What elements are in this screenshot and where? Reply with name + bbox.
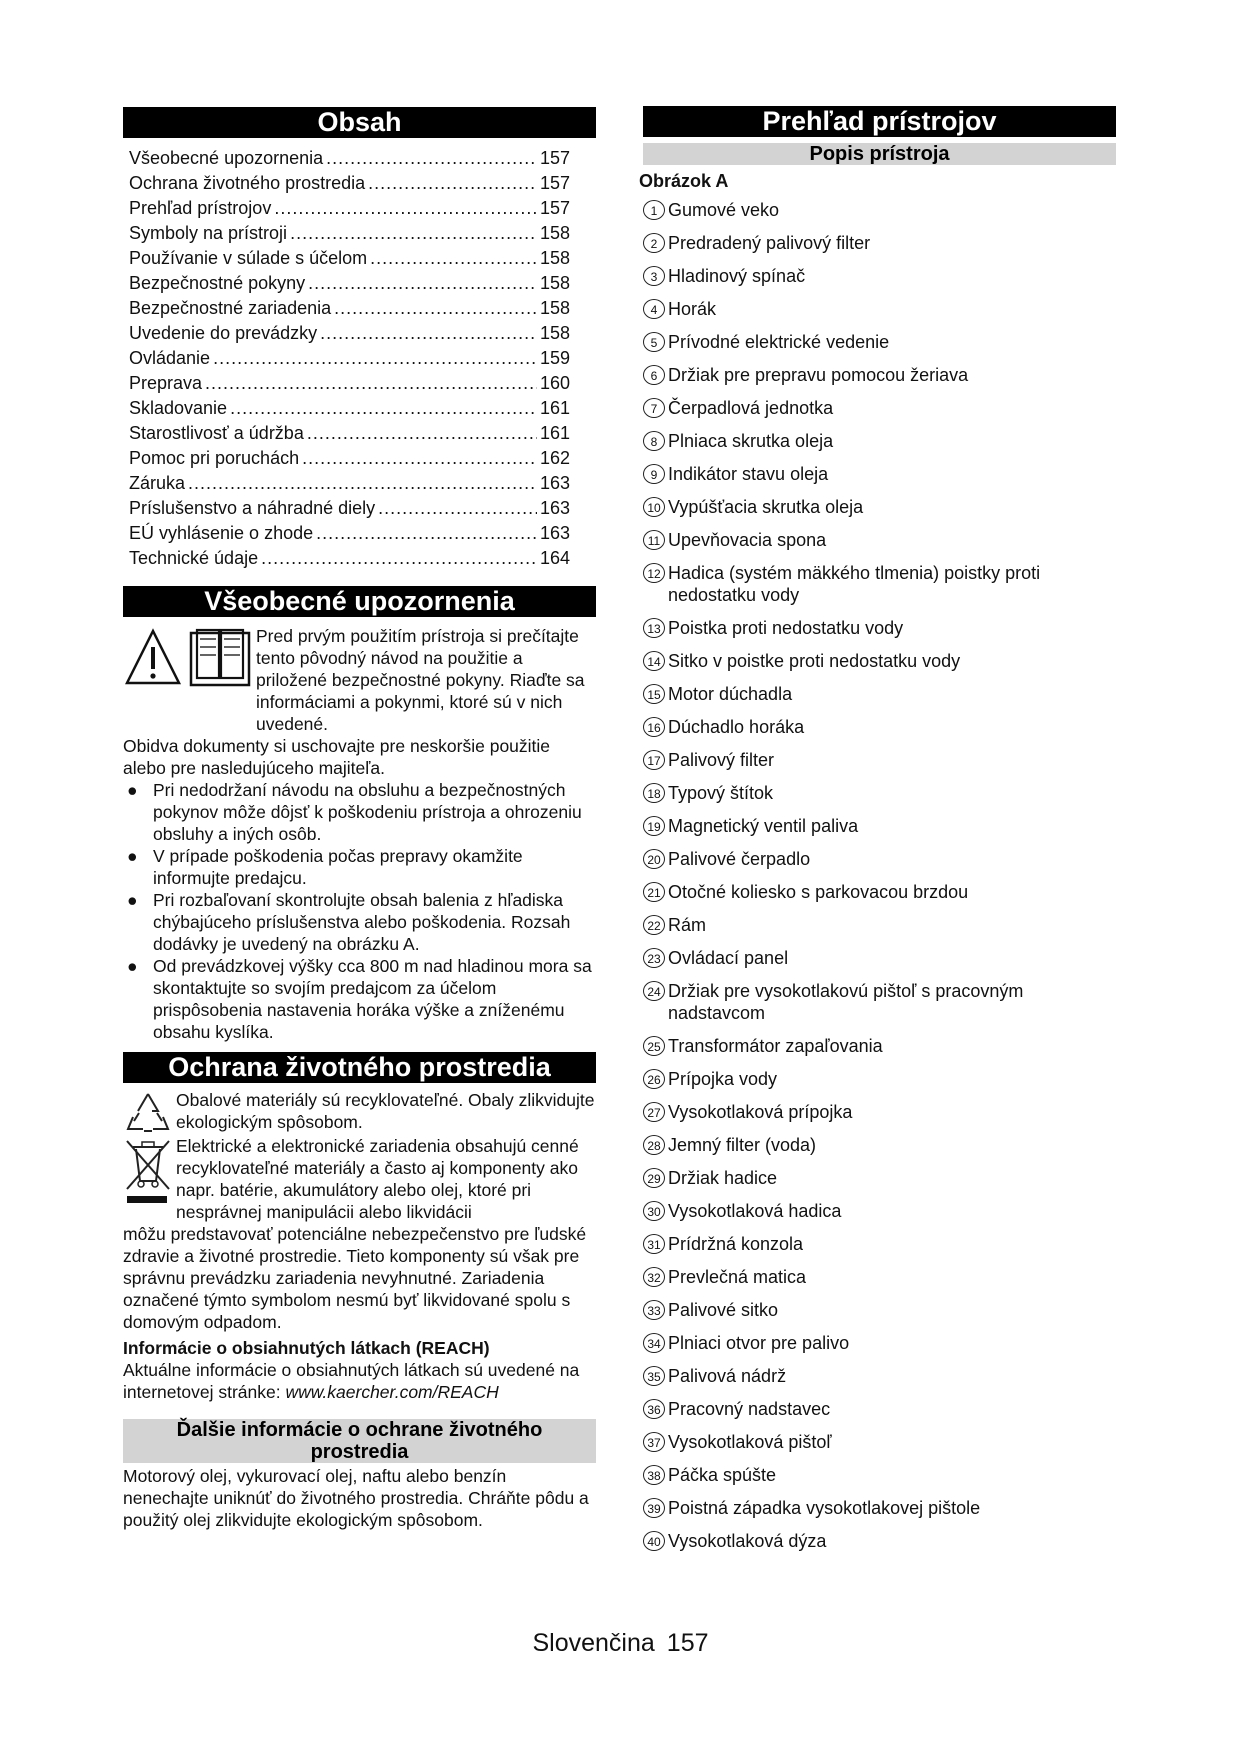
toc-entry-page: 161: [539, 398, 570, 418]
reach-text-body: Aktuálne informácie o obsiahnutých látkach sú uvedené na internetovej stránke:: [123, 1360, 580, 1402]
part-item: [643, 1497, 1116, 1519]
part-label: Držiak pre prepravu pomocou žeriava: [668, 365, 969, 385]
toc-entry-page: 158: [539, 298, 570, 318]
part-item: [643, 265, 1116, 287]
toc-entry[interactable]: [123, 346, 596, 371]
part-label: Páčka spúšte: [668, 1465, 777, 1485]
part-number-badge: 39: [643, 1498, 665, 1518]
toc-leader-dots: [307, 421, 537, 446]
part-label: Ovládací panel: [668, 948, 789, 968]
part-item: [643, 1530, 1116, 1552]
reach-link[interactable]: www.kaercher.com/REACH: [285, 1382, 499, 1402]
part-number-badge: 13: [643, 618, 665, 638]
environment-title: Ochrana životného prostredia: [123, 1052, 596, 1083]
part-number-badge: 40: [643, 1531, 665, 1551]
part-number-badge: 27: [643, 1102, 665, 1122]
reach-text: [123, 1359, 596, 1403]
part-label: Prevlečná matica: [668, 1267, 807, 1287]
parts-list: [643, 199, 1116, 1552]
toc-leader-dots: [334, 296, 537, 321]
weee-text-first: Elektrické a elektronické zariadenia obsahujú cenné recyklovateľné materiály a často aj komponenty ako napr. batérie, akumulátory alebo olej, ktoré pri nesprávnej manipulácii alebo likvidácii: [176, 1136, 579, 1222]
part-label: Otočné koliesko s parkovacou brzdou: [668, 882, 969, 902]
part-item: [643, 1134, 1116, 1156]
toc-leader-dots: [302, 446, 537, 471]
part-item: [643, 749, 1116, 771]
table-of-contents: [123, 146, 596, 571]
toc-entry-label: Záruka: [129, 473, 186, 493]
toc-entry[interactable]: [123, 146, 596, 171]
toc-entry-page: 164: [539, 548, 570, 568]
toc-entry[interactable]: [123, 546, 596, 571]
general-bullet-list: [123, 779, 596, 1043]
more-environment-text: Motorový olej, vykurovací olej, naftu alebo benzín nenechajte uniknúť do životného prostredia. Chráňte pôdu a použitý olej zlikvidujte ekologickým spôsobom.: [123, 1466, 589, 1530]
general-intro-text: Pred prvým použitím prístroja si prečítajte tento pôvodný návod na použitie a priložené bezpečnostné pokyny. Riaďte sa informáciami a pokynmi, ktoré sú v nich uvedené.: [256, 626, 585, 734]
part-label: Palivový filter: [668, 750, 775, 770]
toc-entry-label: EÚ vyhlásenie o zhode: [129, 523, 314, 543]
part-number-badge: 3: [643, 266, 665, 286]
part-label: Palivové sitko: [668, 1300, 779, 1320]
part-number-badge: 24: [643, 981, 665, 1001]
toc-entry-page: 157: [539, 198, 570, 218]
part-number-badge: 36: [643, 1399, 665, 1419]
part-number-badge: 9: [643, 464, 665, 484]
general-bullet-text: Pri rozbaľovaní skontrolujte obsah balenia z hľadiska chýbajúceho príslušenstva alebo poškodenia. Rozsah dodávky je uvedený na obrázku A.: [153, 890, 571, 954]
part-item: [643, 1299, 1116, 1321]
part-item: [643, 1035, 1116, 1057]
part-number-badge: 37: [643, 1432, 665, 1452]
part-number-badge: 30: [643, 1201, 665, 1221]
part-label: Dúchadlo horáka: [668, 717, 805, 737]
part-label: Poistná západka vysokotlakovej pištole: [668, 1498, 981, 1518]
general-bullet-text: Pri nedodržaní návodu na obsluhu a bezpečnostných pokynov môže dôjsť k poškodeniu prístroja a ohrozeniu obsluhy a iných osôb.: [153, 780, 582, 844]
toc-leader-dots: [320, 321, 537, 346]
part-label: Jemný filter (voda): [668, 1135, 817, 1155]
part-number-badge: 2: [643, 233, 665, 253]
part-item: [643, 199, 1116, 221]
toc-entry-label: Ovládanie: [129, 348, 211, 368]
part-number-badge: 6: [643, 365, 665, 385]
part-number-badge: 19: [643, 816, 665, 836]
part-label: Plniaci otvor pre palivo: [668, 1333, 850, 1353]
toc-entry[interactable]: [123, 496, 596, 521]
part-number-badge: 20: [643, 849, 665, 869]
bullet-dot-icon: ●: [127, 780, 138, 800]
part-number-badge: 7: [643, 398, 665, 418]
part-label: Horák: [668, 299, 717, 319]
toc-entry[interactable]: [123, 296, 596, 321]
part-item: [643, 463, 1116, 485]
part-item: [643, 914, 1116, 936]
part-item: [643, 1200, 1116, 1222]
part-item: [643, 617, 1116, 639]
toc-entry-label: Symboly na prístroji: [129, 223, 288, 243]
part-item: [643, 1101, 1116, 1123]
part-item: [643, 1266, 1116, 1288]
part-item: [643, 848, 1116, 870]
part-label: Prívodné elektrické vedenie: [668, 332, 890, 352]
general-notes-section: [123, 625, 596, 1043]
toc-entry-page: 161: [539, 423, 570, 443]
part-item: [643, 1167, 1116, 1189]
part-number-badge: 29: [643, 1168, 665, 1188]
part-number-badge: 32: [643, 1267, 665, 1287]
part-number-badge: 26: [643, 1069, 665, 1089]
toc-entry-label: Pomoc pri poruchách: [129, 448, 300, 468]
toc-entry-page: 158: [539, 248, 570, 268]
part-number-badge: 34: [643, 1333, 665, 1353]
toc-entry-label: Prehľad prístrojov: [129, 198, 272, 218]
part-label: Vysokotlaková prípojka: [668, 1102, 853, 1122]
toc-entry[interactable]: [123, 321, 596, 346]
part-item: [643, 1068, 1116, 1090]
general-bullet-text: V prípade poškodenia počas prepravy okamžite informujte predajcu.: [153, 846, 523, 888]
toc-entry-page: 159: [539, 348, 570, 368]
toc-entry-label: Skladovanie: [129, 398, 228, 418]
bullet-dot-icon: ●: [127, 890, 138, 910]
toc-leader-dots: [230, 396, 537, 421]
toc-entry-page: 157: [539, 148, 570, 168]
toc-entry[interactable]: [123, 396, 596, 421]
part-label: Prídržná konzola: [668, 1234, 804, 1254]
part-number-badge: 28: [643, 1135, 665, 1155]
reach-title: Informácie o obsiahnutých látkach (REACH): [123, 1338, 490, 1358]
toc-entry-label: Všeobecné upozornenia: [129, 148, 324, 168]
part-label: Palivové čerpadlo: [668, 849, 811, 869]
recycling-icon: [125, 1091, 171, 1135]
part-item: [643, 1431, 1116, 1453]
part-label: Transformátor zapaľovania: [668, 1036, 883, 1056]
toc-entry-page: 158: [539, 223, 570, 243]
toc-leader-dots: [316, 521, 537, 546]
part-item: [643, 496, 1116, 518]
part-label: Palivová nádrž: [668, 1366, 787, 1386]
part-number-badge: 15: [643, 684, 665, 704]
part-label: Vysokotlaková hadica: [668, 1201, 842, 1221]
part-label: Prípojka vody: [668, 1069, 778, 1089]
toc-entry-label: Používanie v súlade s účelom: [129, 248, 368, 268]
general-bullet-item: [123, 889, 596, 955]
part-number-badge: 21: [643, 882, 665, 902]
weee-text-rest: môžu predstavovať potenciálne nebezpečenstvo pre ľudské zdravie a životné prostredie. Tieto komponenty sú však pre správnu prevádzku zariadenia nevyhnutné. Zariadenia označené týmto symbolom nesmú byť likvidované spolu s domovým odpadom.: [123, 1224, 587, 1332]
general-bullet-text: Od prevádzkovej výšky cca 800 m nad hladinou mora sa skontaktujte so svojím predajcom za účelom prispôsobenia nastavenia horáka výške a zníženému obsahu kyslíka.: [153, 956, 592, 1042]
part-number-badge: 8: [643, 431, 665, 451]
part-label: Vypúšťacia skrutka oleja: [668, 497, 864, 517]
toc-leader-dots: [205, 371, 537, 396]
part-number-badge: 25: [643, 1036, 665, 1056]
left-column: [123, 107, 596, 1531]
part-number-badge: 1: [643, 200, 665, 220]
part-label: Typový štítok: [668, 783, 774, 803]
part-number-badge: 11: [643, 530, 665, 550]
part-item: [643, 397, 1116, 419]
part-label: Držiak pre vysokotlakovú pištoľ s pracovným nadstavcom: [668, 981, 1024, 1023]
part-number-badge: 4: [643, 299, 665, 319]
toc-leader-dots: [370, 246, 537, 271]
part-item: [643, 947, 1116, 969]
part-number-badge: 31: [643, 1234, 665, 1254]
part-label: Čerpadlová jednotka: [668, 398, 834, 418]
part-item: [643, 650, 1116, 672]
recycling-text: Obalové materiály sú recyklovateľné. Obaly zlikvidujte ekologickým spôsobom.: [176, 1090, 595, 1132]
toc-entry-label: Príslušenstvo a náhradné diely: [129, 498, 376, 518]
toc-leader-dots: [274, 196, 537, 221]
general-notes-title: Všeobecné upozornenia: [123, 586, 596, 617]
part-number-badge: 5: [643, 332, 665, 352]
toc-entry[interactable]: [123, 421, 596, 446]
toc-entry[interactable]: [123, 271, 596, 296]
part-number-badge: 16: [643, 717, 665, 737]
toc-entry-page: 163: [539, 523, 570, 543]
part-item: [643, 1233, 1116, 1255]
overview-title: Prehľad prístrojov: [643, 106, 1116, 137]
toc-entry-page: 162: [539, 448, 570, 468]
toc-entry-page: 157: [539, 173, 570, 193]
toc-leader-dots: [261, 546, 537, 571]
part-item: [643, 562, 1116, 606]
toc-entry-label: Ochrana životného prostredia: [129, 173, 366, 193]
part-label: Hladinový spínač: [668, 266, 806, 286]
part-item: [643, 232, 1116, 254]
part-item: [643, 782, 1116, 804]
toc-entry[interactable]: [123, 221, 596, 246]
part-label: Predradený palivový filter: [668, 233, 871, 253]
part-label: Plniaca skrutka oleja: [668, 431, 834, 451]
toc-entry-label: Preprava: [129, 373, 203, 393]
more-environment-title: Ďalšie informácie o ochrane životného prostredia: [123, 1419, 596, 1463]
toc-entry-page: 163: [539, 498, 570, 518]
toc-entry-page: 158: [539, 273, 570, 293]
part-label: Motor dúchadla: [668, 684, 793, 704]
toc-leader-dots: [308, 271, 537, 296]
toc-entry-label: Bezpečnostné pokyny: [129, 273, 306, 293]
part-label: Indikátor stavu oleja: [668, 464, 829, 484]
toc-entry-label: Uvedenie do prevádzky: [129, 323, 318, 343]
part-label: Vysokotlaková dýza: [668, 1531, 827, 1551]
part-item: [643, 683, 1116, 705]
part-label: Sitko v poistke proti nedostatku vody: [668, 651, 961, 671]
part-item: [643, 1398, 1116, 1420]
toc-entry[interactable]: [123, 471, 596, 496]
toc-leader-dots: [290, 221, 537, 246]
bullet-dot-icon: ●: [127, 956, 138, 976]
part-item: [643, 1464, 1116, 1486]
part-label: Upevňovacia spona: [668, 530, 827, 550]
part-item: [643, 529, 1116, 551]
part-number-badge: 33: [643, 1300, 665, 1320]
general-bullet-item: [123, 845, 596, 889]
figure-label: Obrázok A: [639, 171, 729, 191]
toc-entry[interactable]: [123, 171, 596, 196]
footer-page-number: 157: [666, 1629, 709, 1657]
environment-section: [123, 1089, 596, 1531]
right-column: [639, 106, 1116, 1563]
toc-entry-label: Starostlivosť a údržba: [129, 423, 304, 443]
part-item: [643, 364, 1116, 386]
part-label: Vysokotlaková pištoľ: [668, 1432, 832, 1452]
toc-leader-dots: [378, 496, 537, 521]
weee-bin-icon: [123, 1137, 173, 1205]
toc-entry-page: 158: [539, 323, 570, 343]
general-bullet-item: [123, 955, 596, 1043]
toc-title: Obsah: [123, 107, 596, 138]
warning-manual-icon: [125, 627, 253, 697]
toc-entry-label: Technické údaje: [129, 548, 259, 568]
footer-language: Slovenčina: [532, 1629, 655, 1657]
overview-subtitle: Popis prístroja: [643, 143, 1116, 165]
part-number-badge: 17: [643, 750, 665, 770]
general-keep-text: Obidva dokumenty si uschovajte pre neskoršie použitie alebo pre nasledujúceho majiteľa.: [123, 736, 551, 778]
part-label: Pracovný nadstavec: [668, 1399, 831, 1419]
part-item: [643, 1365, 1116, 1387]
part-item: [643, 881, 1116, 903]
toc-leader-dots: [368, 171, 537, 196]
general-bullet-item: [123, 779, 596, 845]
part-item: [643, 1332, 1116, 1354]
toc-leader-dots: [188, 471, 537, 496]
part-number-badge: 38: [643, 1465, 665, 1485]
part-number-badge: 12: [643, 563, 665, 583]
page-footer: [0, 1629, 1241, 1658]
part-label: Poistka proti nedostatku vody: [668, 618, 904, 638]
part-label: Magnetický ventil paliva: [668, 816, 859, 836]
bullet-dot-icon: ●: [127, 846, 138, 866]
part-label: Hadica (systém mäkkého tlmenia) poistky proti nedostatku vody: [668, 563, 1041, 605]
toc-entry[interactable]: [123, 196, 596, 221]
toc-entry[interactable]: [123, 371, 596, 396]
part-label: Rám: [668, 915, 707, 935]
toc-entry-page: 163: [539, 473, 570, 493]
toc-leader-dots: [213, 346, 537, 371]
part-number-badge: 14: [643, 651, 665, 671]
part-number-badge: 23: [643, 948, 665, 968]
part-item: [643, 298, 1116, 320]
part-label: Držiak hadice: [668, 1168, 778, 1188]
part-item: [643, 430, 1116, 452]
part-item: [643, 815, 1116, 837]
part-item: [643, 716, 1116, 738]
toc-entry-label: Bezpečnostné zariadenia: [129, 298, 332, 318]
toc-entry-page: 160: [539, 373, 570, 393]
toc-entry[interactable]: [123, 521, 596, 546]
toc-entry[interactable]: [123, 246, 596, 271]
part-number-badge: 35: [643, 1366, 665, 1386]
part-label: Gumové veko: [668, 200, 780, 220]
part-item: [643, 331, 1116, 353]
part-item: [643, 980, 1116, 1024]
toc-leader-dots: [326, 146, 537, 171]
part-number-badge: 10: [643, 497, 665, 517]
toc-entry[interactable]: [123, 446, 596, 471]
part-number-badge: 18: [643, 783, 665, 803]
part-number-badge: 22: [643, 915, 665, 935]
